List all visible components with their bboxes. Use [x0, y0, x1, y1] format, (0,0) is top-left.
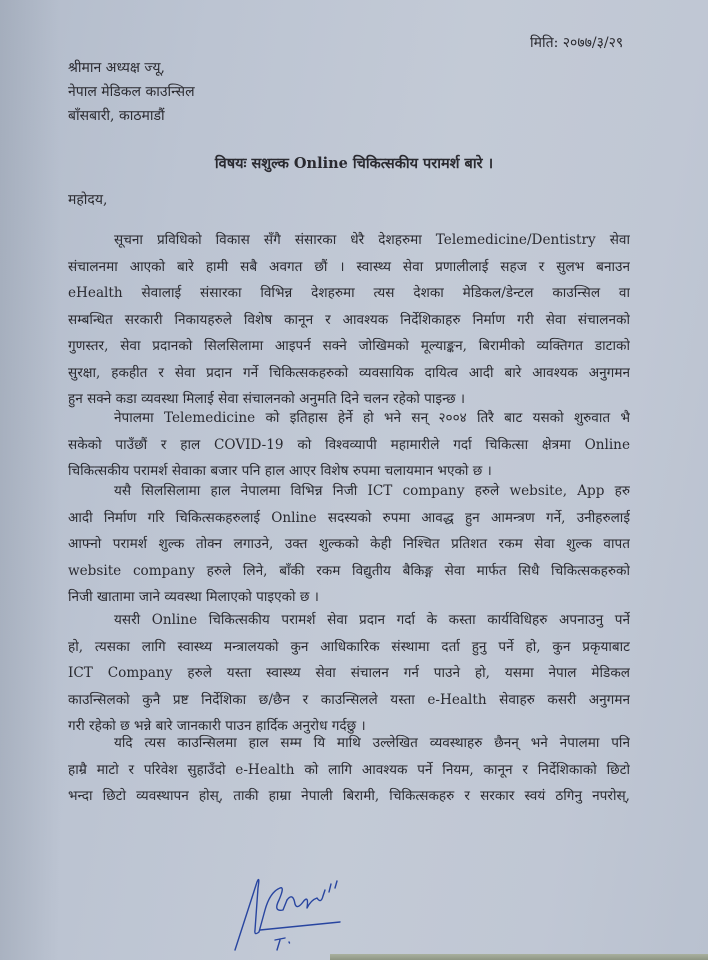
paragraph — [68, 478, 630, 611]
paragraph — [68, 227, 630, 413]
table-edge — [330, 954, 708, 960]
text-line: संचालनमा आएको बारे हामी सबै अवगत छौं । स्वास्थ्य सेवा प्रणालीलाई सहज र सुलभ बनाउन — [68, 258, 630, 275]
text-line: यसरी Online चिकित्सकीय परामर्श सेवा प्रदान गर्दा के कस्ता कार्यविधिहरु अपनाउनु पर्ने — [114, 612, 630, 628]
text-line: गरी रहेको छ भन्ने बारे जानकारी पाउन हार्दिक अनुरोध गर्दछु । — [68, 718, 366, 734]
paper-shadow — [0, 0, 60, 960]
text-line: website company हरुले लिने, बाँकी रकम विद्युतीय बैकिङ्ग सेवा मार्फत सिधै चिकित्सकहरुको — [68, 562, 630, 579]
letter-date: मिति: २०७७/३/२९ — [530, 35, 624, 51]
text-line: हुन सक्ने कडा व्यवस्था मिलाई सेवा संचालनको अनुमति दिने चलन रहेको पाइन्छ । — [68, 391, 465, 407]
signature-stroke — [329, 881, 337, 892]
text-line: आफ्नो परामर्श शुल्क तोक्न लगाउने, उक्त शुल्कको केही निश्चित प्रतिशत रकम सेवा शुल्क वापत — [68, 536, 630, 552]
recipient-address — [68, 56, 195, 128]
salutation: महोदय, — [68, 192, 108, 208]
handwritten-signature — [225, 870, 375, 955]
signature-stroke — [287, 890, 325, 908]
recipient-line: श्रीमान अध्यक्ष ज्यू, — [68, 60, 165, 76]
text-line: निजी खातामा जाने व्यवस्था मिलाएको पाइएको छ । — [68, 589, 319, 605]
paragraph — [68, 405, 630, 485]
text-line: चिकित्सकीय परामर्श सेवाका बजार पनि हाल आएर विशेष रुपमा चलायमान भएको छ । — [68, 463, 492, 479]
text-line: गुणस्तर, सेवा प्रदानको सिलसिलामा आइपर्न सक्ने जोखिमको मूल्याङ्कन, बिरामीको व्यक्तिगत डाटाको — [68, 338, 630, 354]
text-line: eHealth सेवालाई संसारका विभिन्न देशहरुमा त्यस देशका मेडिकल/डेन्टल काउन्सिल वा — [68, 285, 630, 301]
text-line: सुरक्षा, हकहीत र सेवा प्रदान गर्ने चिकित्सकहरुको व्यवसायिक दायित्व आदी बारे आवश्यक अनुगमन — [68, 364, 630, 381]
text-line: ICT Company हरुले यस्ता स्वास्थ्य सेवा संचालन गर्न पाउने हो, यसमा नेपाल मेडिकल — [68, 665, 630, 681]
signature-stroke — [275, 938, 290, 950]
letter-subject: विषयः सशुल्क Online चिकित्सकीय परामर्श बारे । — [214, 155, 494, 172]
recipient-line: बाँसबारी, काठमाडौं — [68, 108, 165, 124]
text-line: काउन्सिलको कुनै प्रष्ट निर्देशिका छ/छैन र काउन्सिलले यस्ता e-Health सेवाहरु कसरी अनुगमन — [68, 691, 630, 708]
text-line: हाम्रै माटो र परिवेश सुहाउँदो e-Health को लागि आवश्यक पर्ने नियम, कानून र निर्देशिकाको छिटो — [68, 761, 630, 778]
text-line: सूचना प्रविधिको विकास सँगै संसारका धेरै देशहरुमा Telemedicine/Dentistry सेवा — [114, 232, 630, 248]
paragraph — [68, 730, 630, 810]
text-line: यसै सिलसिलामा हाल नेपालमा विभिन्न निजी ICT company हरुले website, App हरु — [114, 483, 630, 499]
text-line: आदी निर्माण गरि चिकित्सकहरुलाई Online सदस्यको रुपमा आवद्ध हुन आमन्त्रण गर्ने, उनीहरुलाई — [68, 509, 630, 526]
text-line: यदि त्यस काउन्सिलमा हाल सम्म यि माथि उल्लेखित व्यवस्थाहरु छैनन् भने नेपालमा पनि — [114, 735, 630, 751]
recipient-line: नेपाल मेडिकल काउन्सिल — [68, 84, 195, 100]
text-line: नेपालमा Telemedicine को इतिहास हेर्ने हो भने सन् २००४ तिरै बाट यसको शुरुवात भै — [114, 410, 630, 426]
text-line: सकेको पाउँछौं र हाल COVID-19 को विश्वव्यापी महामारीले गर्दा चिकित्सा क्षेत्रमा Online — [68, 436, 630, 453]
text-line: भन्दा छिटो व्यवस्थापन होस्, ताकी हाम्रा नेपाली बिरामी, चिकित्सकहरु र सरकार स्वयं ठगिनु नपरोस्, — [68, 788, 630, 804]
text-line: सम्बन्धित सरकारी निकायहरुले विशेष कानून र आवश्यक निर्देशिकाहरु निर्माण गरी सेवा संचालनको — [68, 311, 630, 328]
signature-stroke — [260, 922, 340, 930]
text-line: हो, त्यसका लागि स्वास्थ्य मन्त्रालयको कुन आधिकारिक संस्थामा दर्ता हुनु पर्ने हो, कुन प्रकृयाबाट — [68, 638, 630, 655]
paragraph — [68, 607, 630, 740]
